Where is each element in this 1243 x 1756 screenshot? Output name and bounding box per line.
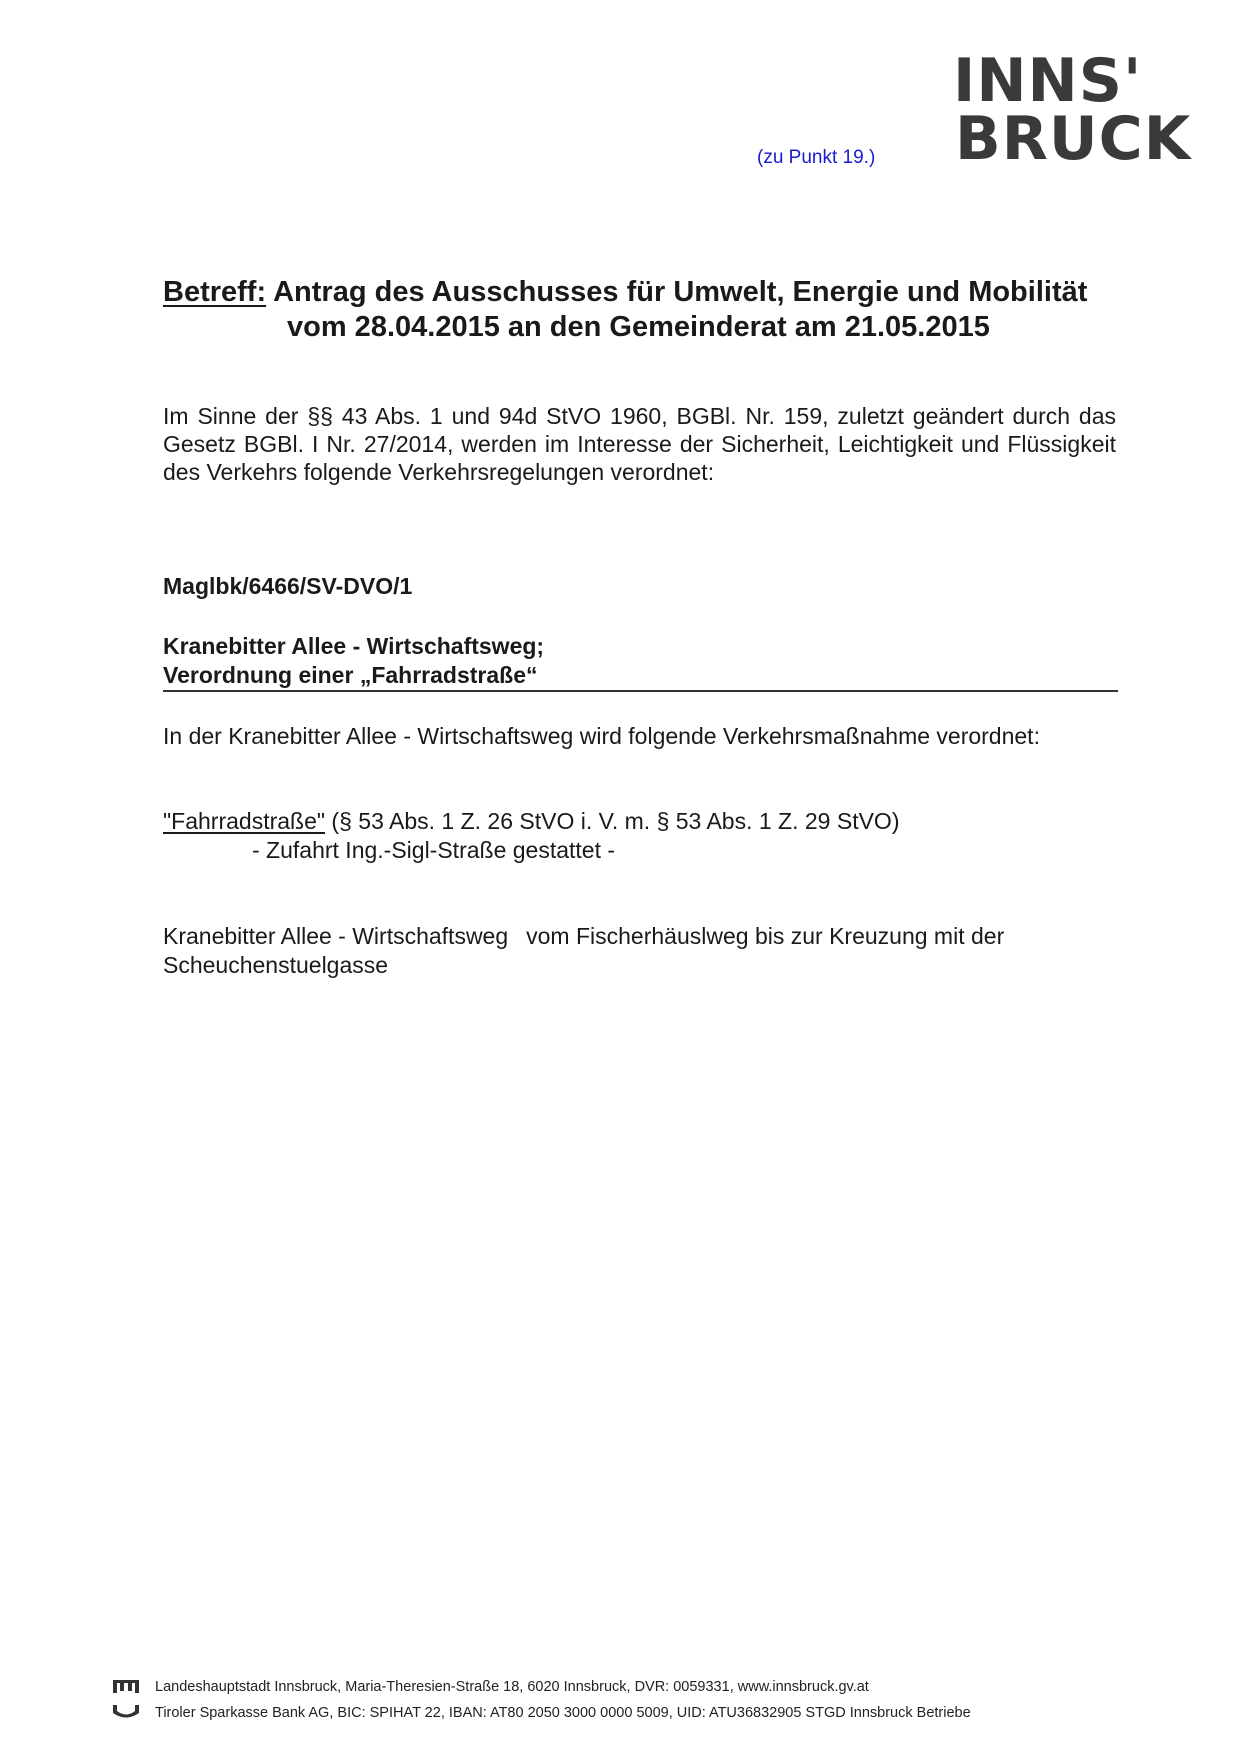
decree-number: Maglbk/6466/SV-DVO/1 [163,573,413,599]
logo-line-2: BRUCK [955,104,1192,174]
reference-note: (zu Punkt 19.) [757,147,876,168]
footer-bank: Tiroler Sparkasse Bank AG, BIC: SPIHAT 22, IBAN: AT80 2050 3000 0000 5009, UID: ATU36832905 STGD Innsbruck Betriebe [155,1705,971,1721]
decree-street: Kranebitter Allee - Wirtschaftsweg; [163,633,545,659]
footer-address: Landeshauptstadt Innsbruck, Maria-Theresien-Straße 18, 6020 Innsbruck, DVR: 0059331, www.innsbruck.gv.at [155,1679,869,1695]
rule-name: "Fahrradstraße" [163,808,326,834]
subject-label: Betreff: [163,276,267,308]
section-divider [163,690,1118,692]
rule-access-note: - Zufahrt Ing.-Sigl-Straße gestattet - [252,837,616,863]
innsbruck-logo [953,46,1203,174]
measure-paragraph: In der Kranebitter Allee - Wirtschaftsweg wird folgende Verkehrsmaßnahme verordnet: [163,723,1040,749]
subject-line-2: vom 28.04.2015 an den Gemeinderat am 21.05.2015 [287,311,990,343]
decree-title: Verordnung einer „Fahrradstraße“ [163,662,538,688]
city-emblem-icon [112,1678,140,1720]
intro-paragraph: Im Sinne der §§ 43 Abs. 1 und 94d StVO 1960, BGBl. Nr. 159, zuletzt geändert durch das Gesetz BGBl. I Nr. 27/2014, werden im Interesse der Sicherheit, Leichtigkeit und Flüssigkeit des Verkehrs folgende Verkehrsregelungen verordnet: [163,403,1116,485]
scope-street: Kranebitter Allee - Wirtschaftsweg [163,923,509,949]
traffic-rule [163,808,899,835]
rule-legal-basis: (§ 53 Abs. 1 Z. 26 StVO i. V. m. § 53 Abs. 1 Z. 29 StVO) [325,808,900,834]
subject-line-1: Antrag des Ausschusses für Umwelt, Energie und Mobilität [273,276,1088,308]
scope-range: vom Fischerhäuslweg bis zur Kreuzung mit der Scheuchenstuelgasse [163,923,1005,978]
subject-heading [163,275,1123,345]
logo-line-1: INNS' [953,46,1143,116]
scope-paragraph [163,922,1123,980]
